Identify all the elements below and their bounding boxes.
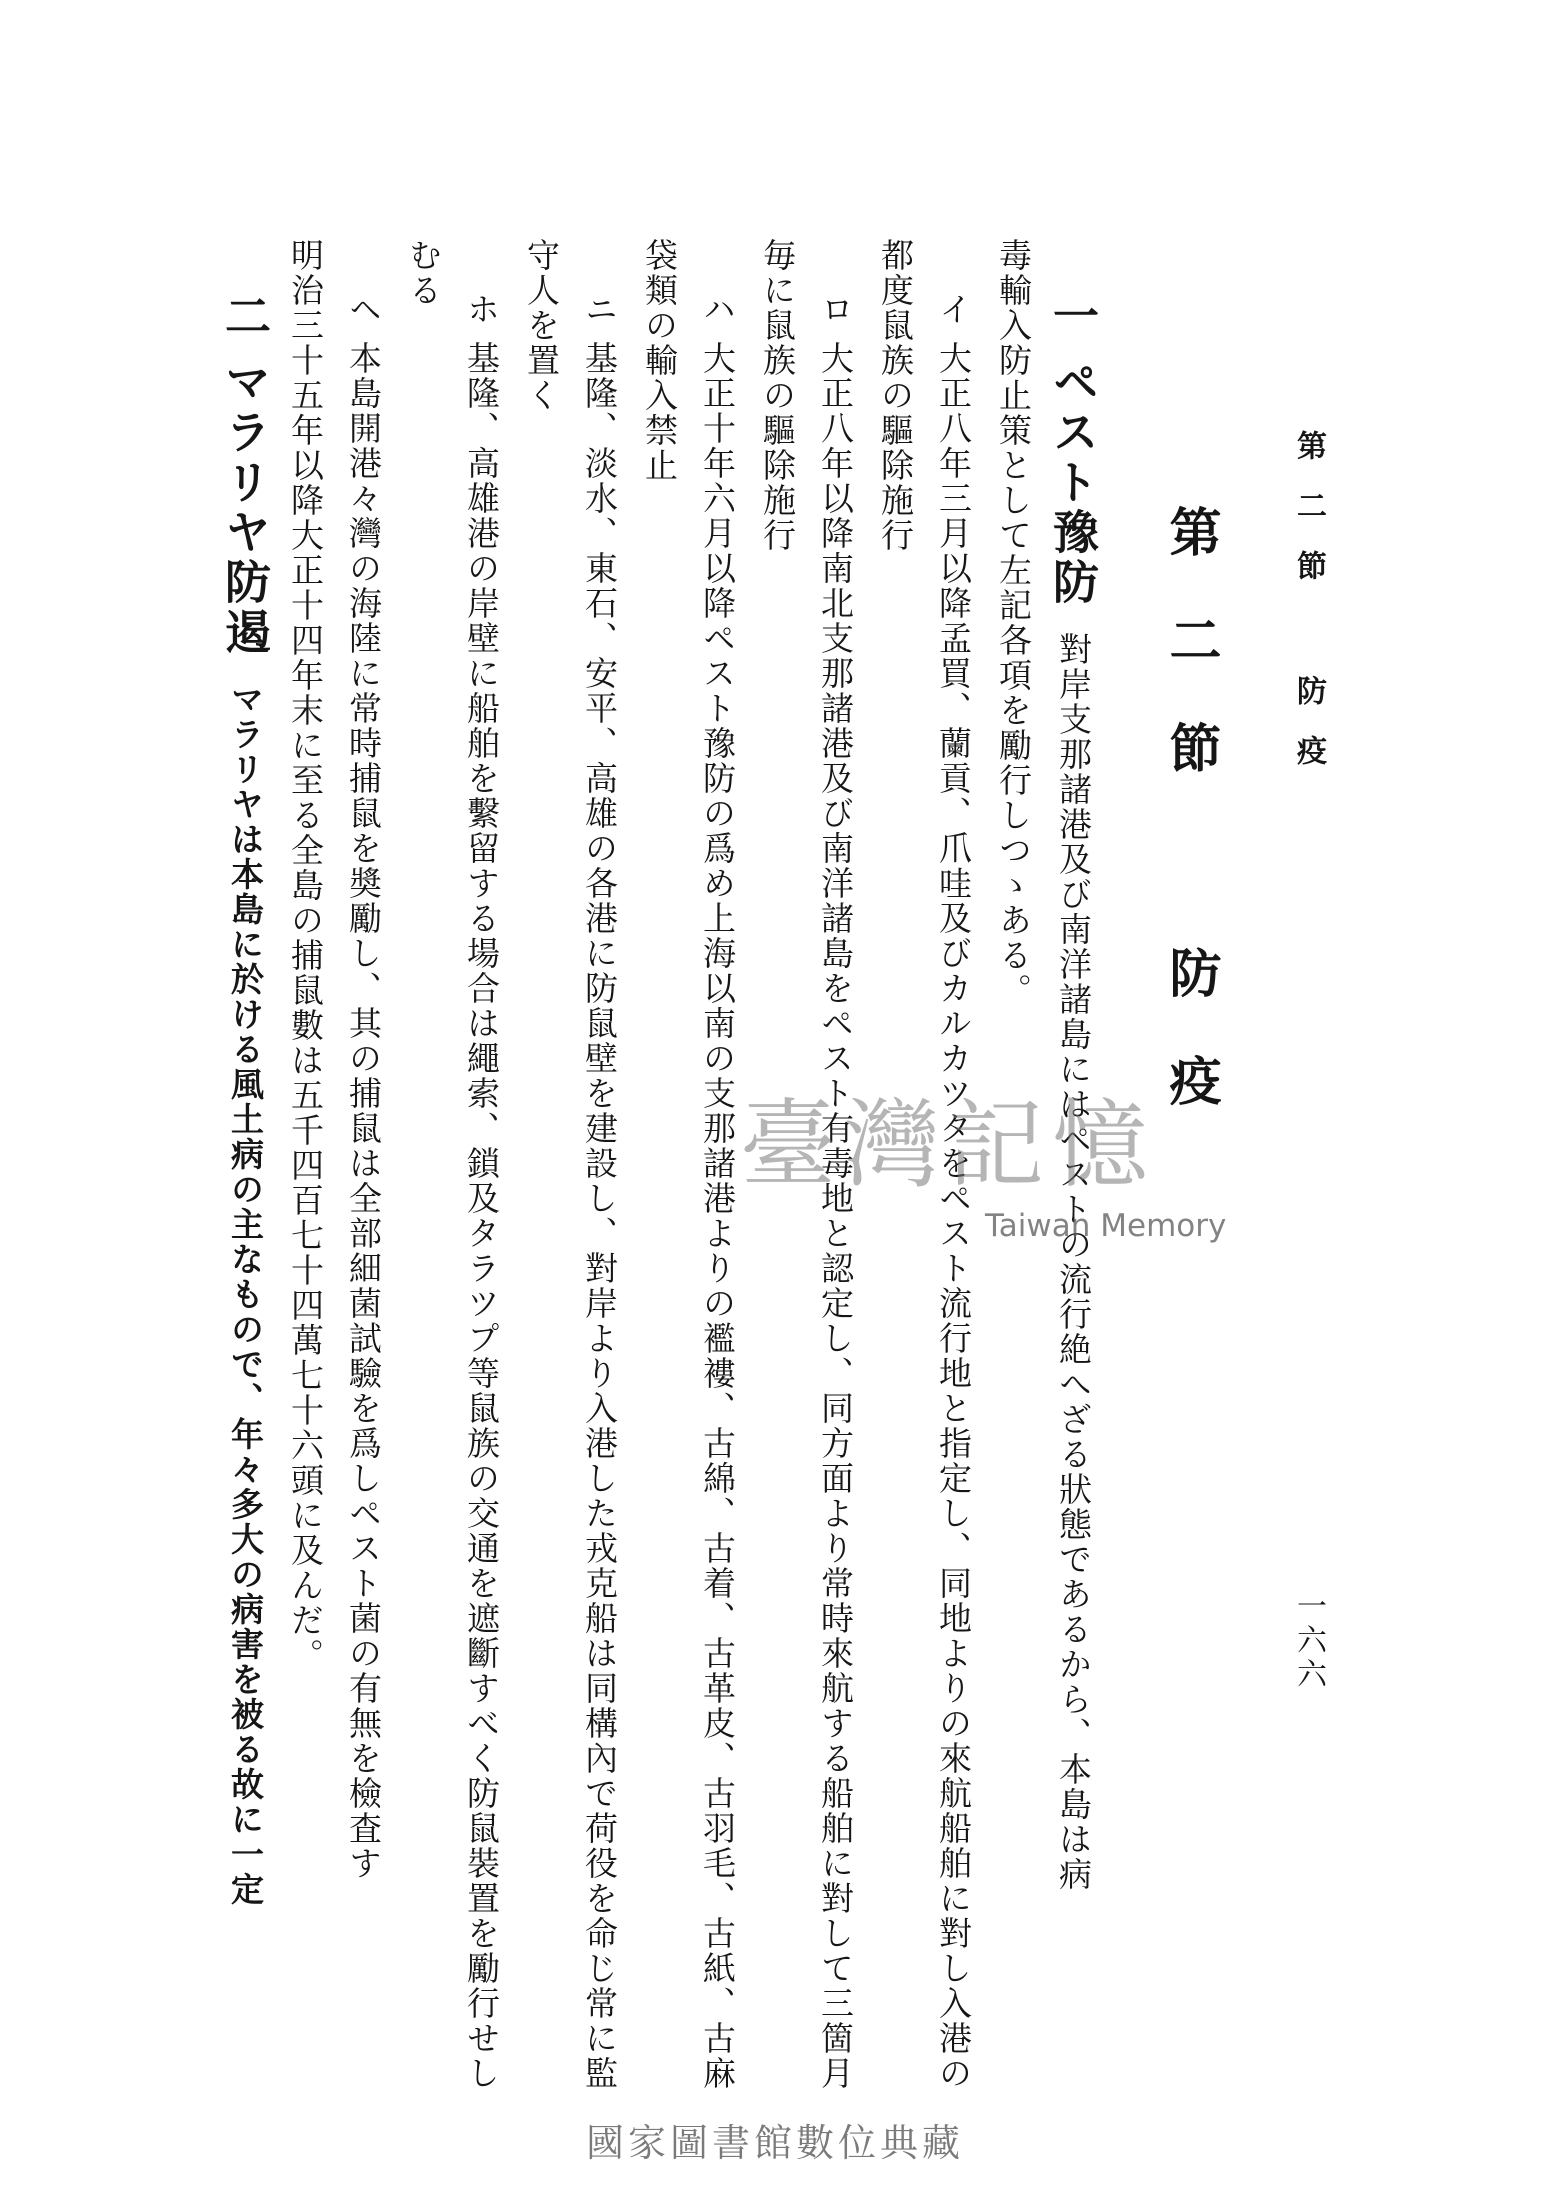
malaria-heading-column xyxy=(218,292,272,1907)
item-he-mark: ヘ xyxy=(344,292,383,327)
malaria-title: マラリヤ防遏 xyxy=(218,358,272,658)
plague-intro-line2: 毒輸入防止策として左記各項を勵行しつゝある。 xyxy=(994,238,1033,1008)
item-ha-line2: 袋類の輸入禁止 xyxy=(640,238,679,483)
item-ni-line2: 守人を置く xyxy=(522,238,561,413)
watermark-sub-text: Taiwan Memory xyxy=(985,1208,1227,1244)
item-ha-line1: 大正十年六月以降ペスト豫防の爲め上海以南の支那諸港よりの襤褸、古綿、古着、古革皮、古羽毛、古紙、古麻 xyxy=(698,341,737,2091)
footer-collection-label: 國家圖書館數位典藏 xyxy=(585,2121,964,2165)
item-ni-mark: ニ xyxy=(580,292,619,327)
item-i-line2: 都度鼠族の驅除施行 xyxy=(876,238,915,553)
plague-number: 一 xyxy=(1046,292,1100,340)
watermark-logo xyxy=(740,1090,1260,1250)
item-ro-line1: 大正八年以降南北支那諸港及び南洋諸島をペスト有毒地と認定し、同方面より常時來航する船舶に對して三箇月 xyxy=(816,341,855,2091)
item-ho-column xyxy=(458,292,504,2091)
plague-title: ペスト豫防 xyxy=(1046,358,1100,608)
running-header-section: 第二節 防疫 xyxy=(1291,430,1326,795)
watermark-main-text: 臺灣記憶 xyxy=(740,1089,1156,1201)
malaria-number: 二 xyxy=(218,292,272,340)
item-ro-mark: ロ xyxy=(816,292,855,327)
plague-intro-line1: 對岸支那諸港及び南洋諸島にはペストの流行絶へざる狀態であるから、本島は病 xyxy=(1054,632,1093,1892)
item-i-mark: イ xyxy=(934,292,973,327)
item-ni-column xyxy=(576,292,622,2091)
item-ho-line1: 基隆、高雄港の岸壁に船舶を繫留する場合は繩索、鎖及タラツプ等鼠族の交通を遮斷すべく防鼠裝置を勵行せし xyxy=(462,341,501,2091)
item-ha-mark: ハ xyxy=(698,292,737,327)
item-he-column xyxy=(340,292,386,1881)
item-i-line1: 大正八年三月以降孟買、蘭貢、爪哇及びカルカツタをペスト流行地と指定し、同地よりの來航船舶に對し入港の xyxy=(934,341,973,2091)
page-number: 一六六 xyxy=(1291,1590,1326,1692)
item-ho-line2: むる xyxy=(404,238,443,308)
malaria-intro-line1: マラリヤは本島に於ける風土病の主なもので、年々多大の病害を被る故に一定 xyxy=(226,682,265,1907)
section-title: 第二節 防疫 xyxy=(1160,505,1221,1162)
item-ho-mark: ホ xyxy=(462,292,501,327)
item-he-line1: 本島開港々灣の海陸に常時捕鼠を奬勵し、其の捕鼠は全部細菌試驗を爲しペスト菌の有無を檢査す xyxy=(344,341,383,1881)
item-ha-column xyxy=(694,292,740,2091)
item-ro-line2: 毎に鼠族の驅除施行 xyxy=(758,238,797,553)
plague-summary: 明治三十五年以降大正十四年末に至る全島の捕鼠數は五千四百七十四萬七十六頭に及んだ。 xyxy=(286,238,325,1673)
item-ni-line1: 基隆、淡水、東石、安平、高雄の各港に防鼠壁を建設し、對岸より入港した戎克船は同構內で荷役を命じ常に監 xyxy=(580,341,619,2091)
